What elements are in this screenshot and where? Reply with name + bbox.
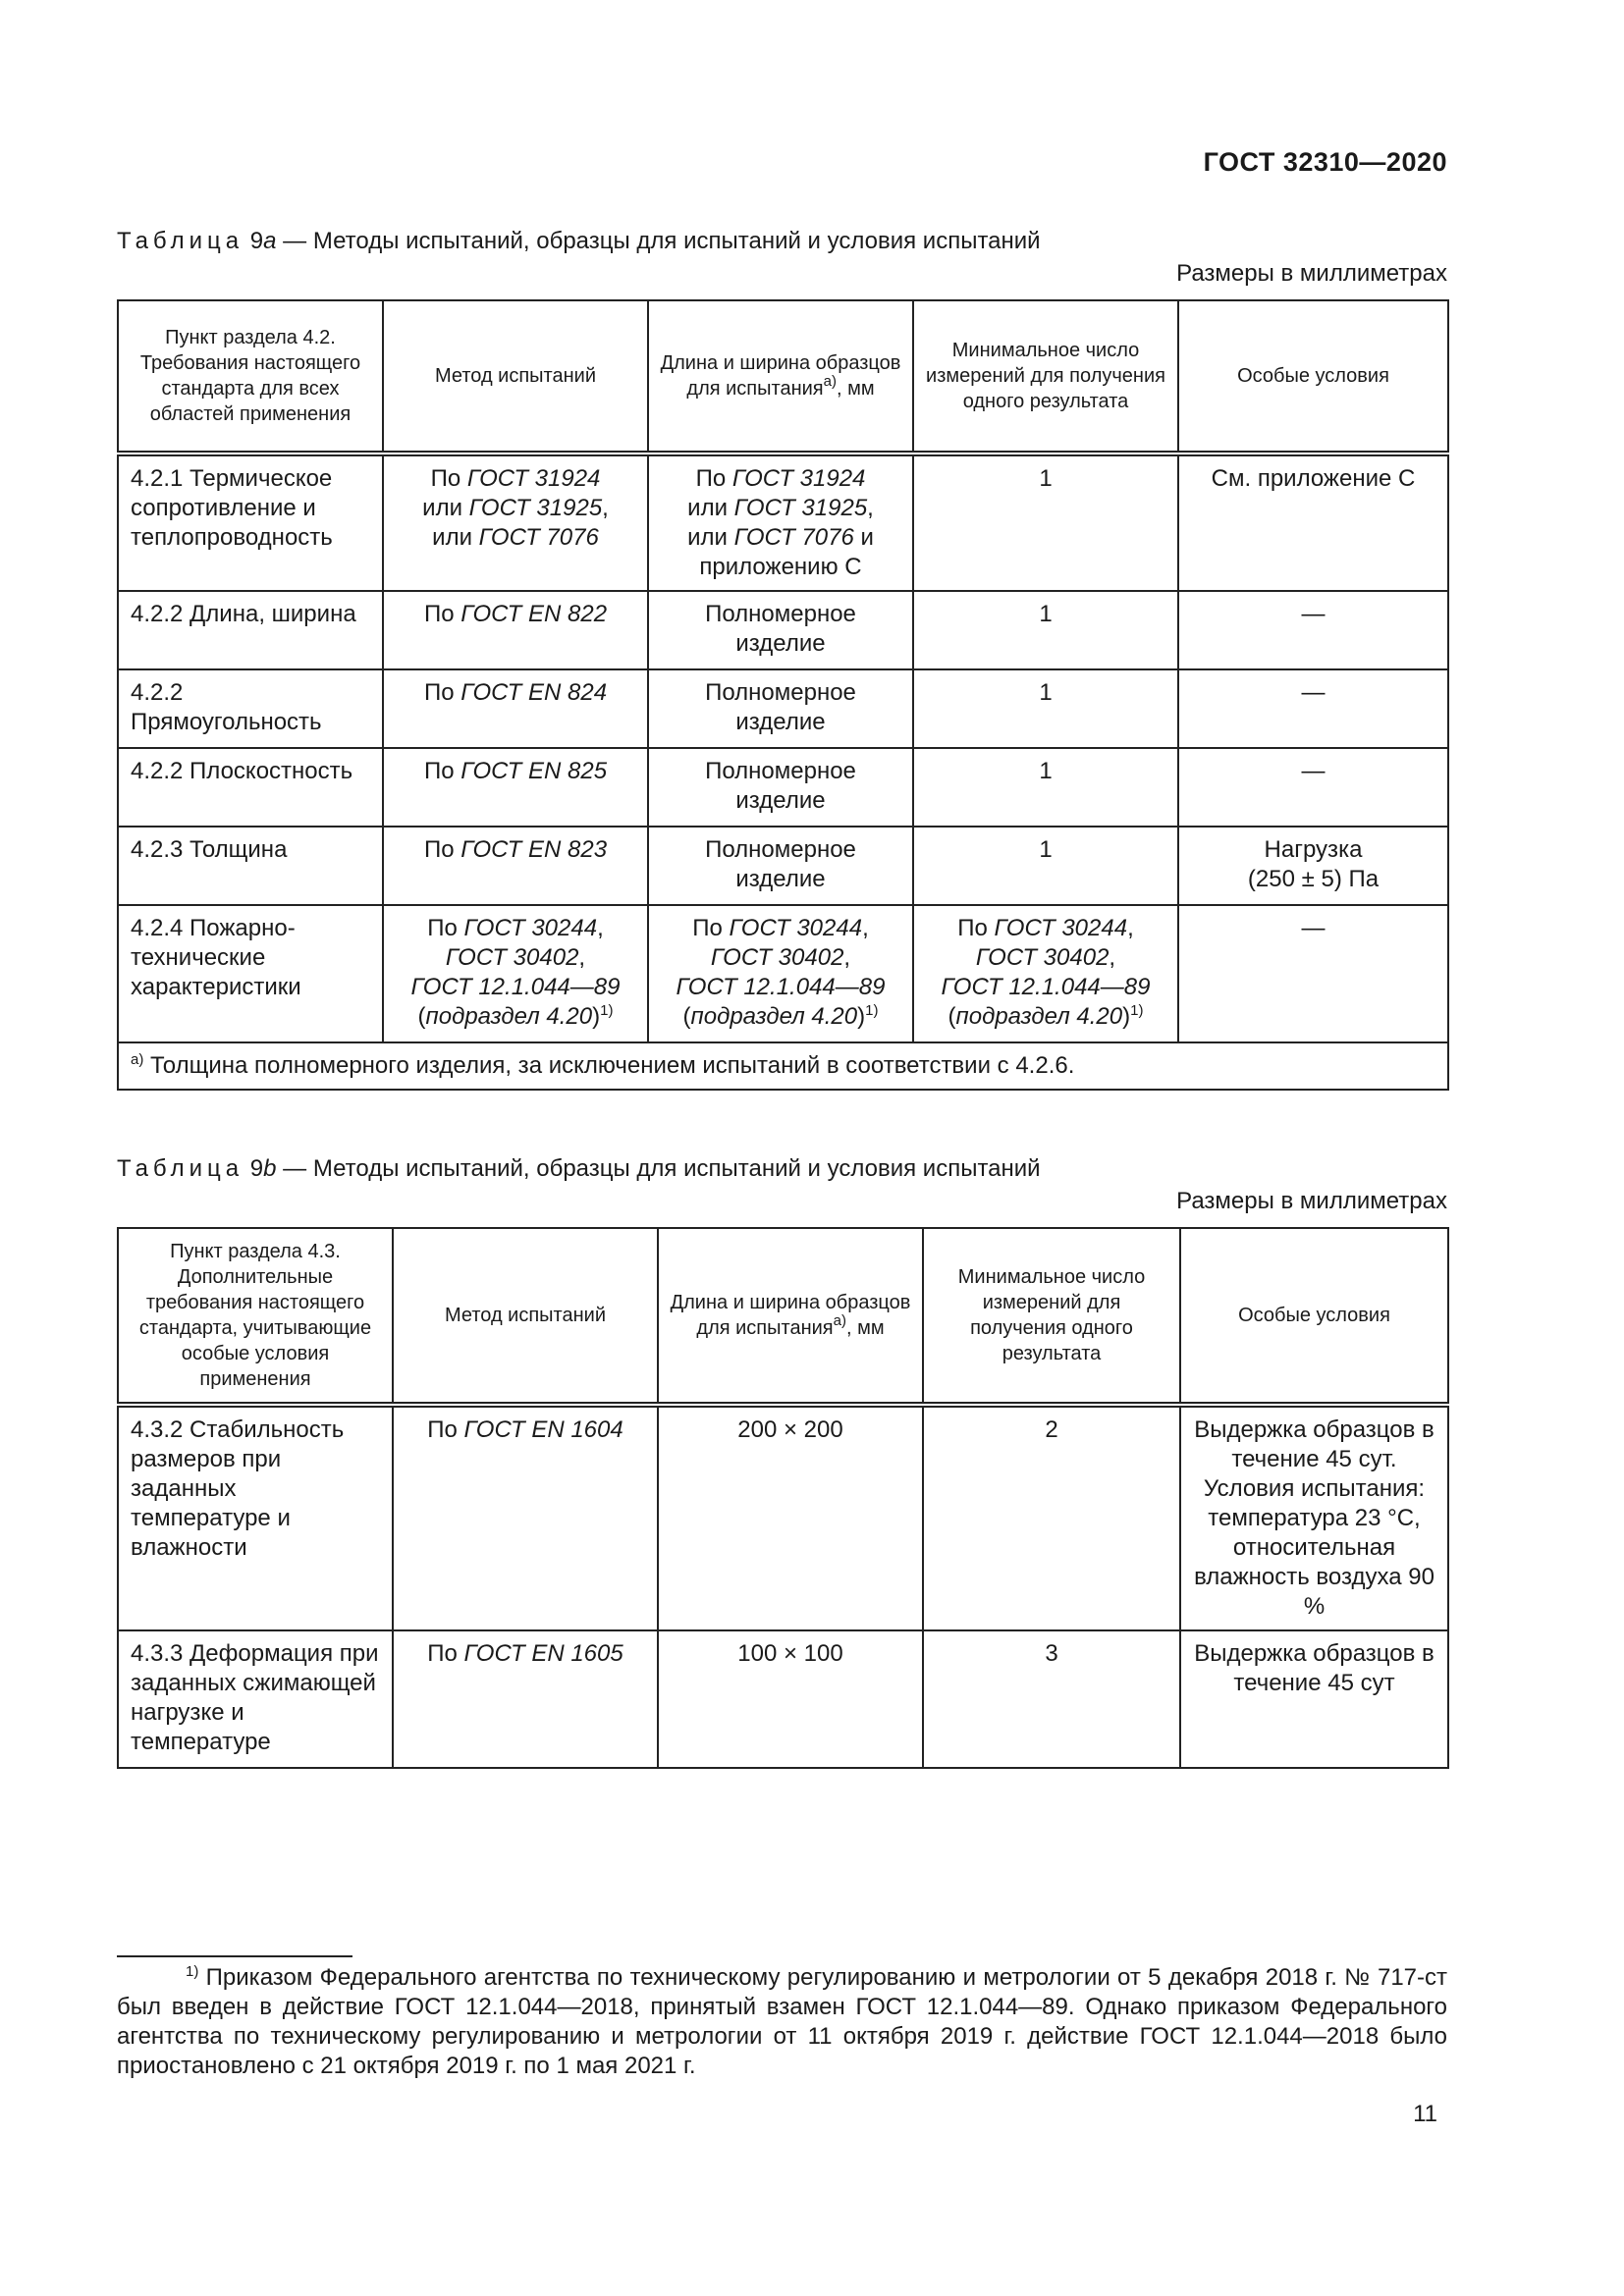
table-9b-caption (117, 1155, 1041, 1183)
specimen-size-cell: По ГОСТ 31924 или ГОСТ 31925, или ГОСТ 7076 и приложению С (648, 454, 913, 591)
table-row (118, 1405, 1448, 1630)
special-conditions-cell: Выдержка образцов в течение 45 сут. Условия испытания: температура 23 °С, относительная влажность воздуха 90 % (1180, 1405, 1448, 1630)
column-header (648, 300, 913, 454)
footnote-mark: 1) (186, 1963, 199, 1980)
clause-cell: 4.2.4 Пожарно-технические характеристики (118, 905, 383, 1042)
column-header-unit: , мм (836, 378, 875, 400)
caption-text: — Методы испытаний, образцы для испытаний и условия испытаний (276, 228, 1041, 254)
table-note-row (118, 1042, 1448, 1090)
document-header: ГОСТ 32310—2020 (1203, 147, 1447, 177)
measurement-count-cell: По ГОСТ 30244, ГОСТ 30402, ГОСТ 12.1.044—89 (подраздел 4.20)$^{1)}$ (913, 905, 1178, 1042)
caption-prefix: Таблица (117, 1155, 244, 1182)
measurement-count-cell: 1 (913, 591, 1178, 669)
footnote-mark: a) (833, 1312, 846, 1329)
specimen-size-cell: 200 × 200 (658, 1405, 923, 1630)
specimen-size-cell: 100 × 100 (658, 1630, 923, 1768)
table-9a-units: Размеры в миллиметрах (1176, 260, 1447, 287)
clause-cell: 4.2.2 Прямоугольность (118, 669, 383, 748)
table-header-row (118, 1228, 1448, 1405)
table-row (118, 748, 1448, 827)
column-header: Пункт раздела 4.2. Требования настоящего стандарта для всех областей применения (118, 300, 383, 454)
method-cell: По ГОСТ 30244, ГОСТ 30402, ГОСТ 12.1.044—89 (подраздел 4.20)$^{1)}$ (383, 905, 648, 1042)
caption-prefix: Таблица (117, 228, 244, 254)
table-row (118, 454, 1448, 591)
measurement-count-cell: 1 (913, 454, 1178, 591)
column-header: Минимальное число измерений для получения одного результата (923, 1228, 1180, 1405)
column-header: Пункт раздела 4.3. Дополнительные требования настоящего стандарта, учитывающие особые условия применения (118, 1228, 393, 1405)
column-header-text: Длина и ширина образцов для испытания (670, 1292, 911, 1339)
column-header: Метод испытаний (383, 300, 648, 454)
table-row (118, 827, 1448, 905)
table-row (118, 905, 1448, 1042)
table-row (118, 591, 1448, 669)
column-header-unit: , мм (845, 1317, 885, 1339)
table-9a (117, 299, 1449, 1091)
clause-cell: 4.2.3 Толщина (118, 827, 383, 905)
method-cell: По ГОСТ EN 823 (383, 827, 648, 905)
measurement-count-cell: 3 (923, 1630, 1180, 1768)
caption-letter: a (263, 228, 277, 254)
method-cell: По ГОСТ EN 822 (383, 591, 648, 669)
footnote-text: Приказом Федерального агентства по техническому регулированию и метрологии от 5 декабря 2018 г. № 717-ст был введен в действие ГОСТ 12.1.044—2018, принятый взамен ГОСТ 12.1.044—89. Однако приказом Федерального агентства по техническому регулированию и метрологии от 11 октября 2019 г. действие ГОСТ 12.1.044—2018 было приостановлено с 21 октября 2019 г. по 1 мая 2021 г. (117, 1964, 1447, 2079)
measurement-count-cell: 1 (913, 748, 1178, 827)
specimen-size-cell: Полномерное изделие (648, 669, 913, 748)
clause-cell: 4.3.3 Деформация при заданных сжимающей нагрузке и температуре (118, 1630, 393, 1768)
table-9a-body (118, 454, 1448, 1042)
table-9b-units: Размеры в миллиметрах (1176, 1188, 1447, 1214)
footnote-divider (117, 1955, 352, 1957)
footnote-mark: a) (823, 373, 837, 390)
footnote (117, 1963, 1447, 2081)
note-text: Толщина полномерного изделия, за исключением испытаний в соответствии с 4.2.6. (143, 1052, 1075, 1079)
method-cell: По ГОСТ EN 1605 (393, 1630, 658, 1768)
table-9b (117, 1227, 1449, 1769)
special-conditions-cell: — (1178, 748, 1448, 827)
special-conditions-cell: — (1178, 591, 1448, 669)
specimen-size-cell: Полномерное изделие (648, 748, 913, 827)
column-header: Минимальное число измерений для получения одного результата (913, 300, 1178, 454)
table-row (118, 669, 1448, 748)
special-conditions-cell: — (1178, 905, 1448, 1042)
measurement-count-cell: 2 (923, 1405, 1180, 1630)
measurement-count-cell: 1 (913, 669, 1178, 748)
column-header: Особые условия (1180, 1228, 1448, 1405)
clause-cell: 4.2.2 Плоскостность (118, 748, 383, 827)
caption-number: 9 (249, 1155, 264, 1182)
note-mark: a) (131, 1051, 144, 1068)
column-header: Метод испытаний (393, 1228, 658, 1405)
table-note (118, 1042, 1448, 1090)
special-conditions-cell: — (1178, 669, 1448, 748)
special-conditions-cell: Нагрузка (250 ± 5) Па (1178, 827, 1448, 905)
caption-number: 9 (249, 228, 264, 254)
special-conditions-cell: См. приложение С (1178, 454, 1448, 591)
caption-letter: b (263, 1155, 277, 1182)
column-header: Особые условия (1178, 300, 1448, 454)
page-number: 11 (1413, 2101, 1437, 2127)
column-header (658, 1228, 923, 1405)
method-cell: По ГОСТ EN 825 (383, 748, 648, 827)
special-conditions-cell: Выдержка образцов в течение 45 сут (1180, 1630, 1448, 1768)
table-9b-body (118, 1405, 1448, 1768)
specimen-size-cell: По ГОСТ 30244, ГОСТ 30402, ГОСТ 12.1.044—89 (подраздел 4.20)$^{1)}$ (648, 905, 913, 1042)
clause-cell: 4.2.2 Длина, ширина (118, 591, 383, 669)
measurement-count-cell: 1 (913, 827, 1178, 905)
method-cell: По ГОСТ 31924 или ГОСТ 31925, или ГОСТ 7076 (383, 454, 648, 591)
caption-text: — Методы испытаний, образцы для испытаний и условия испытаний (276, 1155, 1041, 1182)
table-header-row (118, 300, 1448, 454)
specimen-size-cell: Полномерное изделие (648, 591, 913, 669)
method-cell: По ГОСТ EN 1604 (393, 1405, 658, 1630)
method-cell: По ГОСТ EN 824 (383, 669, 648, 748)
clause-cell: 4.2.1 Термическое сопротивление и теплопроводность (118, 454, 383, 591)
column-header-text: Длина и ширина образцов для испытания (660, 352, 901, 400)
table-row (118, 1630, 1448, 1768)
table-9a-caption (117, 228, 1041, 255)
specimen-size-cell: Полномерное изделие (648, 827, 913, 905)
clause-cell: 4.3.2 Стабильность размеров при заданных температуре и влажности (118, 1405, 393, 1630)
